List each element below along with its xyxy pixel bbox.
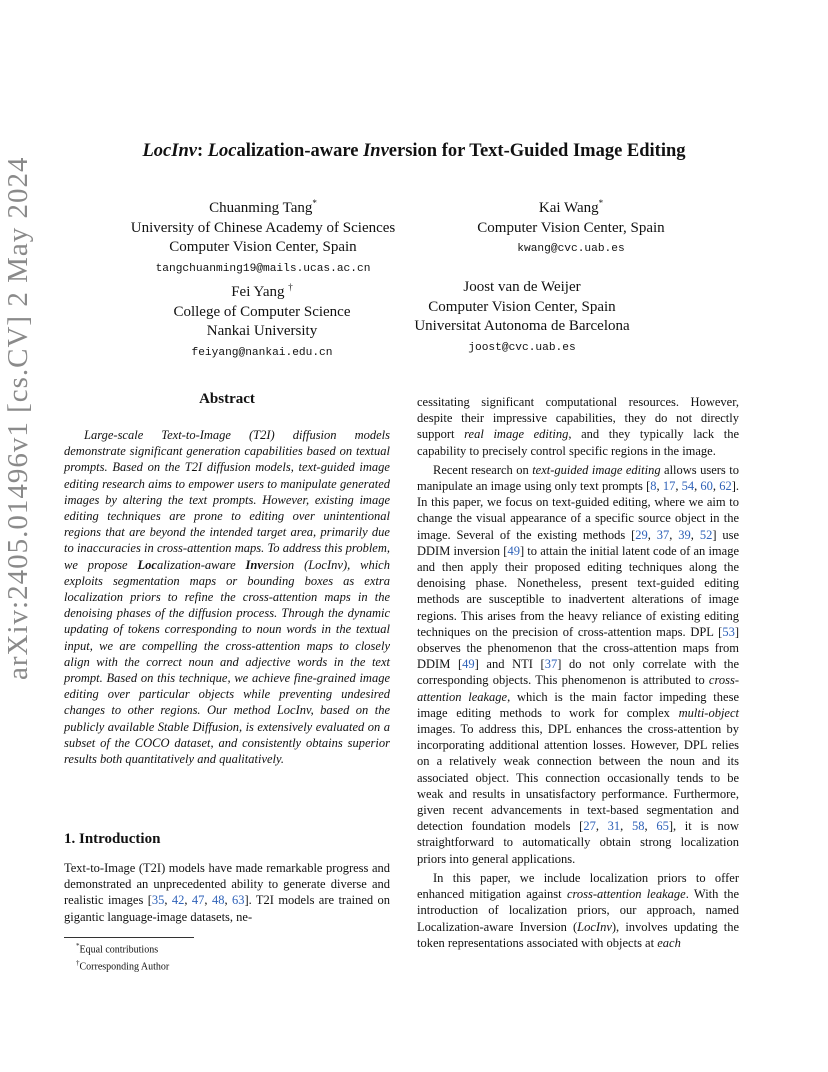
citation-link[interactable]: 35 (151, 893, 165, 908)
citation-link[interactable]: 52 (699, 527, 713, 542)
footnote-corresponding-author: †Corresponding Author (76, 958, 170, 973)
author-block-tang: Chuanming Tang* University of Chinese Academy of Sciences Computer Vision Center, Spain tangchuanming19@mails.ucas.ac.cn (128, 194, 398, 280)
author-name: Kai Wang (538, 200, 599, 216)
author-email: feiyang@nankai.edu.cn (191, 346, 333, 359)
citation-link[interactable]: 8 (650, 479, 657, 494)
citation-link[interactable]: 39 (678, 527, 691, 542)
author-affiliation: College of Computer Science (173, 303, 351, 320)
citation-link[interactable]: 37 (544, 657, 558, 672)
citation-link[interactable]: 31 (607, 819, 621, 834)
citation-link[interactable]: 37 (656, 527, 670, 542)
footnote-divider (64, 937, 194, 938)
citation-link[interactable]: 60 (700, 479, 713, 494)
abstract-heading: Abstract (199, 391, 255, 407)
author-name: Chuanming Tang (209, 200, 313, 216)
paragraph: In this paper, we include localization priors to offer enhanced mitigation against cross-attention leakage. With the introduction of localization priors, our approach, named Localization-aware Inversion (LocInv), involves updating the token representations associated with objects at each (417, 870, 739, 950)
citation-link[interactable]: 42 (171, 893, 185, 908)
author-email: kwang@cvc.uab.es (517, 243, 625, 255)
author-name: Joost van de Weijer (463, 279, 581, 295)
author-affiliation: Computer Vision Center, Spain (428, 298, 616, 315)
paragraph: Recent research on text-guided image editing allows users to manipulate an image using only text prompts [8, 17, 54, 60, 62]. In this paper, we focus on text-guided editing, where we aim to change the visual appearance of a specific source object in the image. Several of the existing methods [29, 37, 39, 52] use DDIM inversion [49] to attain the initial latent code of an image and then apply their proposed editing techniques along the denoising phase. Nonetheless, present text-guided editing methods are susceptible to inadvertent alterations of image regions. This arises from the heavy reliance of existing editing techniques on the precision of cross-attention maps. DPL [53] observes the phenomenon that the cross-attention maps from DDIM [49] and NTI [37] do not only correlate with the corresponding objects. This phenomenon is attributed to cross-attention leakage, which is the main factor impeding these image editing methods to work for complex multi-object images. To address this, DPL enhances the cross-attention by incorporating additional attention losses. However, DPL relies on a relatively weak connection between the noun and its associated object. This connection occasionally tends to be weak and results in unsatisfactory performance. Furthermore, given recent advancements in text-based segmentation and detection foundation models [27, 31, 58, 65], it is now straightforward to automatically obtain strong localization priors into general applications. (417, 462, 740, 866)
citation-link[interactable]: 48 (211, 893, 225, 908)
author-affiliation: Nankai University (206, 323, 318, 339)
author-affiliation: Computer Vision Center, Spain (477, 219, 665, 236)
author-email: tangchuanming19@mails.ucas.ac.cn (155, 262, 371, 275)
citation-link[interactable]: 49 (462, 657, 475, 672)
citation-link[interactable]: 47 (191, 893, 205, 908)
author-block-weijer (393, 278, 651, 359)
footnotes (76, 940, 169, 974)
citation-link[interactable]: 54 (681, 479, 695, 494)
paper-title: LocInv: Localization-aware Inversion for Text-Guided Image Editing (142, 141, 686, 161)
citation-link[interactable]: 27 (583, 819, 596, 834)
arxiv-identifier: arXiv:2405.01496v1 [cs.CV] 2 May 2024 (2, 156, 34, 680)
citation-link[interactable]: 65 (656, 819, 669, 834)
citation-link[interactable]: 17 (662, 479, 676, 494)
citation-link[interactable]: 29 (635, 527, 648, 542)
citation-link[interactable]: 63 (231, 893, 245, 908)
citation-link[interactable]: 53 (722, 624, 735, 639)
citation-link[interactable]: 58 (632, 819, 645, 834)
section-heading-introduction: 1. Introduction (64, 831, 161, 847)
author-block-yang: Fei Yang † College of Computer Science Nankai University feiyang@nankai.edu.cn (152, 278, 372, 364)
footnote-equal-contribution: *Equal contributions (76, 942, 159, 956)
author-name: Fei Yang (231, 284, 285, 300)
citation-link[interactable]: 62 (719, 479, 732, 494)
citation-link[interactable]: 49 (507, 543, 520, 558)
author-email: joost@cvc.uab.es (468, 341, 576, 354)
intro-paragraph: Text-to-Image (T2I) models have made remarkable progress and demonstrated an unprecedented ability to generate diverse and realistic images [35, 42, 47, 48, 63]. T2I models are trained on gigantic language-image datasets, ne- (64, 861, 391, 924)
author-affiliation: Computer Vision Center, Spain (169, 239, 357, 255)
paragraph: cessitating significant computational resources. However, despite their impressive capabilities, they do not directly support real image editing, and they typically lack the capability to precisely control specific regions in the image. (417, 395, 740, 458)
right-column (417, 394, 739, 951)
abstract-body: Large-scale Text-to-Image (T2I) diffusion models demonstrate significant generation capabilities based on textual prompts. Based on the T2I diffusion models, text-guided image editing research aims to empower users to manipulate generated images by altering the text prompts. However, existing image editing techniques are prone to editing over unintentional regions that are beyond the intended target area, primarily due to inaccuracies in cross-attention maps. To address this problem, we propose Localization-aware Inversion (LocInv), which exploits segmentation maps or bounding boxes as extra localization priors to refine the cross-attention maps in the denoising phases of the diffusion process. Through the dynamic updating of tokens corresponding to noun words in the textual input, we are compelling the cross-attention maps to closely align with the correct noun and adjective words in the text prompt. Based on this technique, we achieve fine-grained image editing over particular objects while preventing undesired changes to other regions. Our method LocInv, based on the publicly available Stable Diffusion, is extensively evaluated on a subset of the COCO dataset, and consistently obtains superior results both quantitatively and qualitatively. (64, 428, 390, 767)
author-affiliation: University of Chinese Academy of Sciences (130, 219, 396, 236)
author-block-wang: Kai Wang* Computer Vision Center, Spain kwang@cvc.uab.es (446, 194, 696, 260)
author-affiliation: Universitat Autonoma de Barcelona (414, 318, 630, 334)
